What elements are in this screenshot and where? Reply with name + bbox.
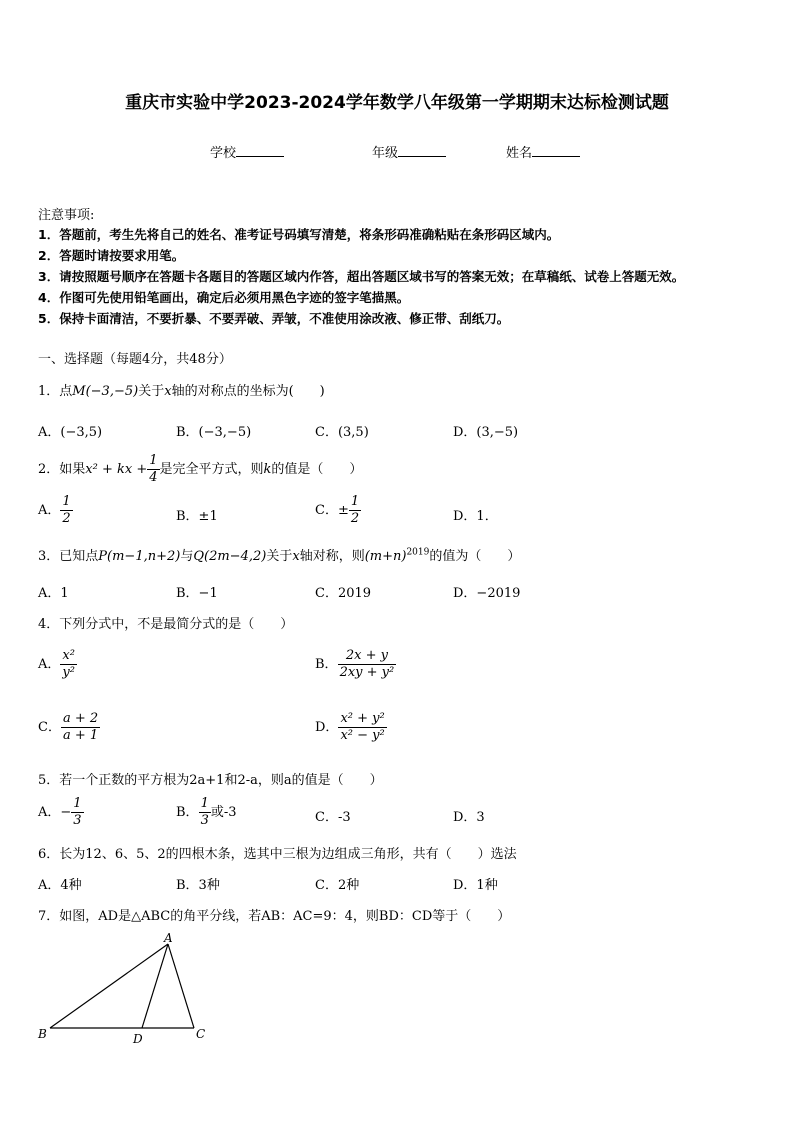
q2-frac-den: 4 — [149, 470, 158, 485]
q1-axis: x — [164, 384, 172, 399]
q4-option-a — [38, 648, 77, 681]
label-d: D — [133, 1032, 143, 1046]
q5-option-a-fraction — [71, 796, 83, 829]
q1-option-c: C．(3,5) — [315, 425, 369, 440]
q2-stem-b: 是完全平方式，则 — [159, 462, 264, 477]
q2-option-c-den: 2 — [350, 511, 360, 526]
bisector-ad — [142, 944, 168, 1028]
q1-option-a: A．(−3,5) — [38, 425, 103, 440]
q2-option-a-num: 1 — [62, 494, 71, 509]
q4-option-d-fraction — [338, 711, 386, 744]
note-item: 2．答题时请按要求用笔。 — [38, 248, 185, 263]
q1-option-b: B．(−3,−5) — [176, 425, 252, 440]
q6-option-d: D．1种 — [453, 878, 498, 893]
question-5: 5．若一个正数的平方根为2a+1和2-a，则a的值是（ ） — [38, 773, 383, 788]
q1-point: M(−3,−5) — [72, 384, 139, 399]
q5-option-b — [176, 796, 237, 829]
q4-c-num: a + 2 — [62, 711, 99, 726]
q3-exponent: 2019 — [406, 547, 430, 558]
q2-option-b: B．±1 — [176, 509, 218, 524]
q5-a-den: 3 — [73, 813, 82, 828]
name-blank — [532, 145, 580, 157]
question-6: 6．长为12、6、5、2的四根木条，选其中三根为边组成三角形，共有（ ）选法 — [38, 847, 517, 862]
q2-option-c-label: C．± — [315, 503, 349, 518]
question-2 — [38, 453, 362, 486]
question-1 — [38, 380, 325, 399]
q2-expr: x² + kx + — [85, 462, 148, 477]
note-item: 4．作图可先使用铅笔画出，确定后必须用黑色字迹的签字笔描黑。 — [38, 290, 410, 305]
q6-option-b: B．3种 — [176, 878, 220, 893]
q3-point-q: Q(2m−4,2) — [193, 549, 267, 564]
q5-option-d: D．3 — [453, 810, 485, 825]
notes-heading: 注意事项: — [38, 208, 95, 223]
q4-option-a-fraction — [60, 648, 77, 681]
q2-option-a-den: 2 — [62, 511, 71, 526]
q5-option-a-label: A．− — [38, 805, 72, 820]
q4-option-c — [38, 711, 100, 744]
q4-option-a-label: A． — [38, 657, 61, 672]
q4-b-den: 2xy + y² — [339, 665, 395, 680]
q3-option-b: B．−1 — [176, 586, 218, 601]
q3-option-c: C．2019 — [315, 586, 372, 601]
q3-option-d: D．−2019 — [453, 586, 521, 601]
q1-stem-a: 1．点 — [38, 384, 73, 399]
side-ac — [168, 944, 194, 1028]
school-field — [210, 142, 284, 161]
q4-a-den: y² — [62, 665, 75, 680]
q3-stem-c: 关于 — [266, 549, 293, 564]
q6-option-a: A．4种 — [38, 878, 82, 893]
question-7: 7．如图，AD是△ABC的角平分线，若AB：AC=9：4，则BD：CD等于（ ） — [38, 909, 511, 924]
q5-b-den: 3 — [200, 813, 209, 828]
q4-d-den: x² − y² — [340, 728, 385, 743]
q3-point-p: P(m−1,n+2) — [98, 549, 181, 564]
q2-stem-a: 2．如果 — [38, 462, 86, 477]
q2-stem-c: 的值是（ ） — [271, 462, 363, 477]
q4-option-b-label: B． — [315, 657, 338, 672]
q4-option-b-fraction — [338, 648, 397, 681]
q2-fraction — [147, 453, 159, 486]
q2-option-c-fraction — [349, 494, 361, 527]
q3-option-a: A．1 — [38, 586, 69, 601]
note-item: 1．答题前，考生先将自己的姓名、准考证号码填写清楚，将条形码准确粘贴在条形码区域内。 — [38, 227, 560, 242]
q2-option-a-label: A． — [38, 503, 61, 518]
q5-option-a — [38, 796, 84, 829]
q2-option-a-fraction — [60, 494, 72, 527]
q4-option-b — [315, 648, 396, 681]
note-item: 3．请按照题号顺序在答题卡各题目的答题区域内作答，超出答题区域书写的答案无效；在草稿纸、试卷上答题无效。 — [38, 269, 685, 284]
q4-c-den: a + 1 — [62, 728, 99, 743]
q5-b-num: 1 — [200, 796, 209, 811]
q2-option-c-num: 1 — [350, 494, 360, 509]
label-a: A — [164, 931, 173, 945]
q6-option-c: C．2种 — [315, 878, 360, 893]
question-3 — [38, 545, 520, 564]
q1-stem-b: 关于 — [138, 384, 165, 399]
school-blank — [236, 145, 284, 157]
label-c: C — [196, 1027, 206, 1041]
label-b: B — [38, 1027, 47, 1041]
q1-option-d: D．(3,−5) — [453, 425, 519, 440]
q4-option-d — [315, 711, 387, 744]
side-ab — [50, 944, 168, 1028]
q5-a-num: 1 — [73, 796, 82, 811]
note-item: 5．保持卡面清洁，不要折暴、不要弄破、弄皱，不准使用涂改液、修正带、刮纸刀。 — [38, 311, 510, 326]
section-heading: 一、选择题（每题4分，共48分） — [38, 352, 232, 367]
q1-stem-c: 轴的对称点的坐标为( ) — [171, 384, 325, 399]
name-label: 姓名 — [506, 146, 533, 161]
name-field — [506, 142, 580, 161]
q3-stem-b: 与 — [180, 549, 194, 564]
q4-option-c-label: C． — [38, 720, 61, 735]
q2-option-a — [38, 494, 73, 527]
grade-blank — [398, 145, 446, 157]
q2-frac-num: 1 — [149, 453, 158, 468]
q5-option-b-tail: 或-3 — [210, 805, 237, 820]
q5-option-b-fraction — [199, 796, 211, 829]
triangle-figure — [30, 928, 220, 1048]
q4-d-num: x² + y² — [340, 711, 385, 726]
q2-option-c — [315, 494, 361, 527]
q3-stem-d: 轴对称，则 — [299, 549, 365, 564]
q3-expr: (m+n) — [364, 549, 407, 564]
q4-b-num: 2x + y — [338, 648, 397, 665]
q5-option-c: C．-3 — [315, 810, 351, 825]
q2-var: k — [263, 462, 272, 477]
q3-stem-a: 3．已知点 — [38, 549, 99, 564]
q5-option-b-label: B． — [176, 805, 199, 820]
q2-option-d: D．1． — [453, 509, 498, 524]
q4-option-d-label: D． — [315, 720, 339, 735]
q4-a-num: x² — [60, 648, 77, 665]
question-4: 4．下列分式中，不是最简分式的是（ ） — [38, 617, 294, 632]
grade-field — [372, 142, 446, 161]
q3-axis: x — [292, 549, 300, 564]
q4-option-c-fraction — [61, 711, 100, 744]
grade-label: 年级 — [372, 146, 399, 161]
q3-stem-e: 的值为（ ） — [429, 549, 521, 564]
school-label: 学校 — [210, 146, 237, 161]
page-title: 重庆市实验中学2023-2024学年数学八年级第一学期期末达标检测试题 — [125, 93, 669, 113]
